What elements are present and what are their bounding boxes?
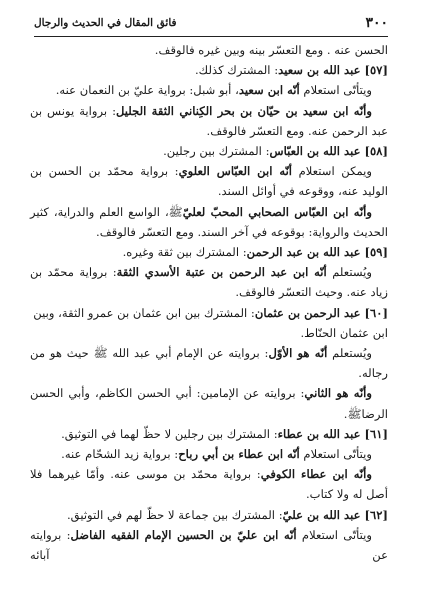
paragraph	[30, 525, 388, 565]
text-run: : برواية محمّد بن موسى عنه. وأمّا غيرهما فلا أصل له ولا كتاب.	[30, 467, 388, 502]
text-run: ويُستعلم	[326, 265, 373, 280]
entry-heading	[30, 505, 388, 525]
running-title: فائق المقال في الحديث والرجال	[34, 17, 177, 29]
paragraph	[30, 101, 388, 141]
entry-heading	[30, 303, 388, 343]
entry-number: [٦١]	[360, 426, 388, 441]
text-run: : برواية محمّد بن الحسن بن الوليد عنه، ووقوعه في أوائل السند.	[30, 164, 388, 199]
entry-heading	[30, 141, 388, 161]
page-header	[34, 12, 388, 34]
entry-description: : المشترك بين رجلين.	[163, 144, 270, 159]
entry-heading	[30, 242, 388, 262]
text-run: ويُستعلم	[327, 346, 372, 361]
paragraph	[30, 80, 388, 100]
paragraph	[30, 40, 388, 60]
text-run: : بروايته عن الإمامين: أبي الحسن الكاظم، وأبي الحسن الرضاﷺ.	[30, 386, 388, 421]
entry-number: [٥٧]	[360, 63, 388, 78]
entry-number: [٥٨]	[360, 144, 388, 159]
paragraph	[30, 343, 388, 383]
text-run: : برواية محمّد بن زياد عنه. وحيث التعسّر فالوقف.	[30, 265, 388, 300]
text-run: الحسن عنه . ومع التعسّر بينه وبين غيره فالوقف.	[154, 43, 388, 57]
entry-number: [٦٠]	[360, 305, 388, 320]
text-run: : برواية زيد الشحّام عنه.	[61, 447, 179, 462]
bold-phrase: أنّه ابن عبد الرحمن بن عتبة الأسدي الثقة	[116, 265, 327, 280]
entry-name: عبد الله بن عطاء	[277, 426, 361, 441]
paragraph	[30, 383, 388, 423]
text-run: : برواية يونس بن عبد الرحمن عنه. ومع التعسّر فالوقف.	[30, 103, 388, 138]
text-run: ويتأتّى استعلام	[296, 527, 372, 542]
paragraph	[30, 202, 388, 242]
paragraph	[30, 464, 388, 504]
page-body	[30, 40, 388, 565]
text-run: : بروايته عن الإمام أبي عبد الله ﷺ حيث هو من رجاله.	[30, 346, 388, 381]
text-run: ويمكن استعلام	[292, 164, 373, 179]
entry-description: : المشترك بين ابن عثمان بن عمرو الثقة، وبين ابن عثمان الحنّاط.	[33, 305, 388, 340]
entry-heading	[30, 60, 388, 80]
text-run: ويتأتّى استعلام	[299, 83, 372, 98]
entry-number: [٦٢]	[360, 507, 388, 522]
header-rule	[34, 36, 388, 37]
bold-phrase: وأنّه ابن عطاء الكوفي	[260, 467, 372, 482]
entry-name: عبد الله بن سعيد	[278, 63, 361, 78]
entry-name: عبد الله بن عبد الرحمن	[246, 245, 361, 260]
paragraph	[30, 262, 388, 302]
page-number: ٣٠٠	[365, 15, 388, 31]
bold-phrase: أنّه ابن عطاء بن أبي رباح	[178, 447, 300, 462]
entry-name: عبد الله بن عليّ	[282, 507, 361, 522]
entry-number: [٥٩]	[360, 245, 388, 260]
bold-phrase: أنّه ابن سعيد	[238, 83, 300, 98]
bold-phrase: أنّه ابن العبّاس العلوي	[178, 164, 293, 179]
entry-heading	[30, 424, 388, 444]
entry-description: : المشترك بين جماعة لا حظّ لهم في التوثيق.	[66, 507, 283, 522]
entry-name: عبد الرحمن بن عثمان	[254, 305, 361, 320]
bold-phrase: أنّه ابن عليّ بن الحسين الإمام الفقيه الفاضل	[70, 527, 297, 542]
bold-phrase: وأنّه هو الثاني	[304, 386, 372, 401]
text-run: ﷺ، الواسع العلم والدراية، كثير الحديث والرواية: بوقوعه في آخر السند. ومع التعسّر فالوقف.	[30, 204, 388, 239]
bold-phrase: وأنّه ابن سعيد بن حيّان بن بحر الكِناني الثقة الجليل	[115, 103, 372, 118]
bold-phrase: أنّه هو الأوّل	[268, 346, 328, 361]
bold-phrase: وأنّه ابن العبّاس الصحابي المحبّ لعليّ	[182, 204, 372, 219]
entry-name: عبد الله بن العبّاس	[269, 144, 361, 159]
entry-description: : المشترك بين رجلين لا حظّ لهما في التوثيق.	[61, 426, 278, 441]
text-run: : بروايته عن آبائه	[30, 527, 388, 563]
entry-description: : المشترك كذلك.	[195, 63, 279, 78]
text-run: ويتأتّى استعلام	[299, 447, 372, 462]
entry-description: : المشترك بين ثقة وغيره.	[122, 245, 247, 260]
paragraph	[30, 444, 388, 464]
paragraph	[30, 161, 388, 201]
text-run: ، أبو شبل: برواية عليّ بن النعمان عنه.	[55, 83, 239, 98]
